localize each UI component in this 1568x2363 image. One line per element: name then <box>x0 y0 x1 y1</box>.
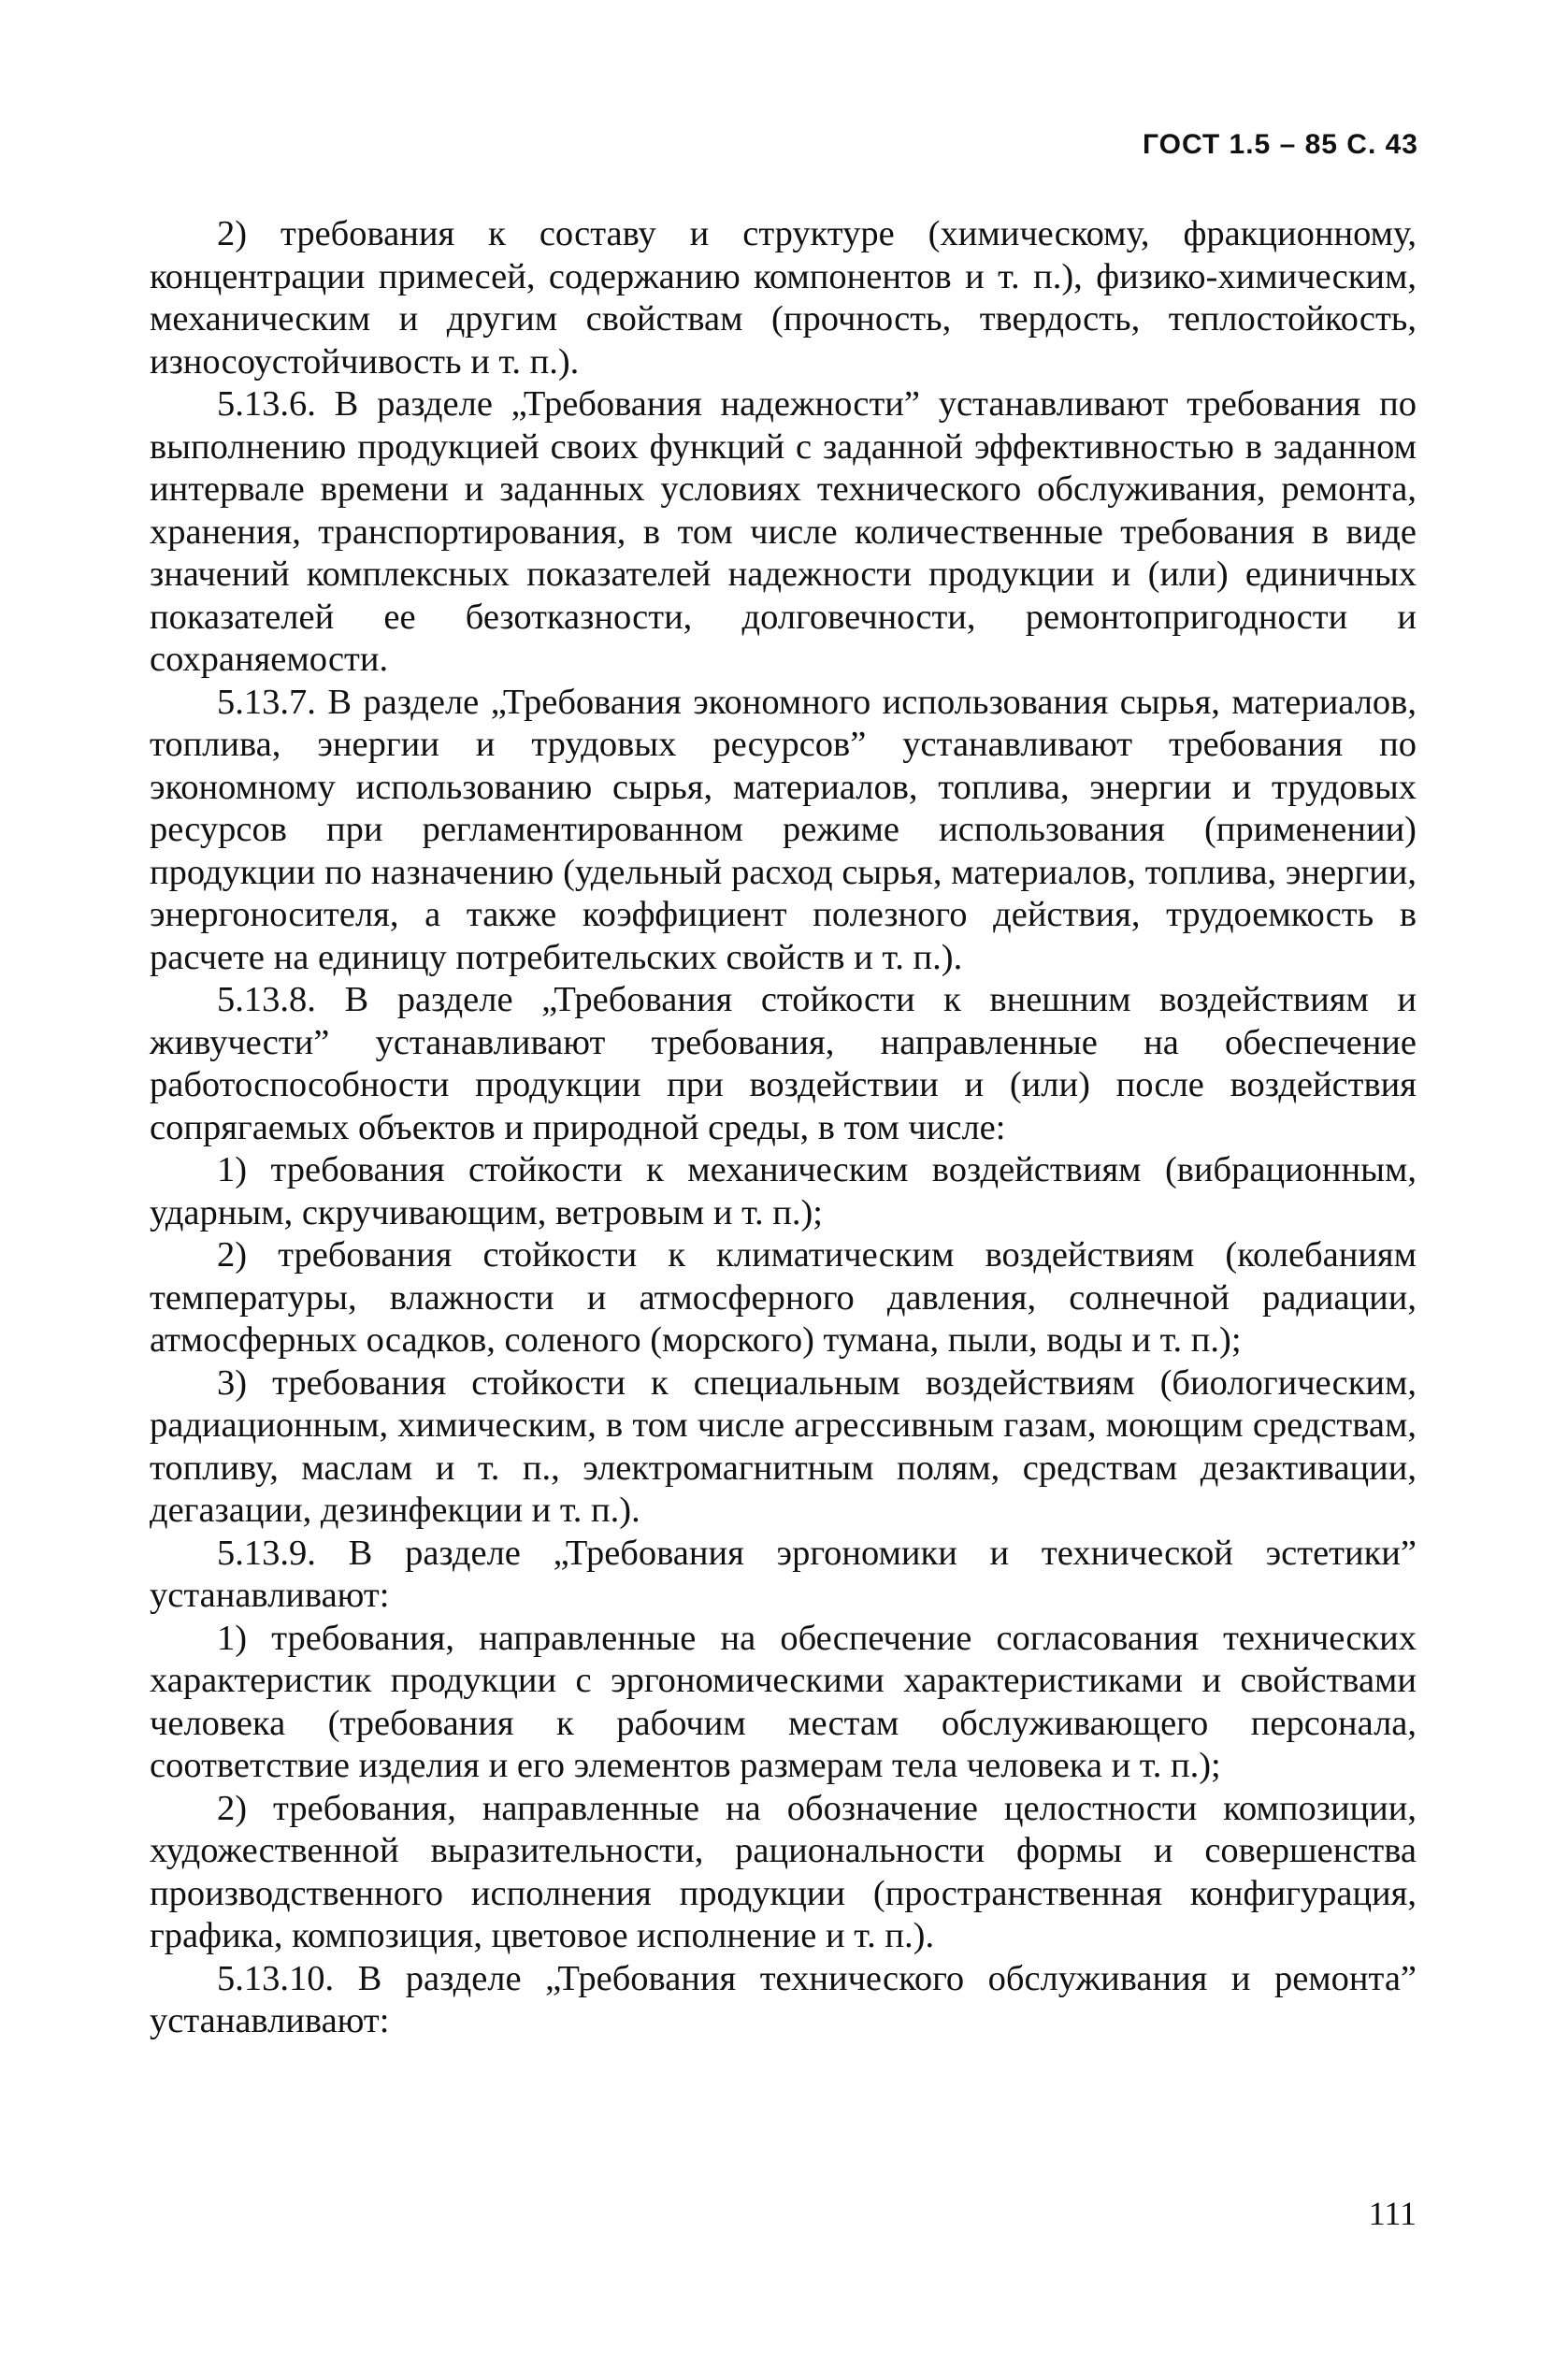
page-header: ГОСТ 1.5 – 85 С. 43 <box>1143 129 1418 160</box>
paragraph: 5.13.7. В разделе „Требования экономного использования сырья, материалов, топлива, энергии и трудовых ресурсов” устанавливают требования по экономному использованию сырья, материалов, топлива, энергии и трудовых ресурсов при регламентированном режиме использования (применении) продукции по назначению (удельный расход сырья, материалов, топлива, энергии, энергоносителя, а также коэффициент полезного действия, трудоемкость в расчете на единицу потребительских свойств и т. п.). <box>150 682 1417 977</box>
paragraph: 5.13.8. В разделе „Требования стойкости к внешним воздействиям и живучести” устанавливают требования, направленные на обеспечение работоспособности продукции при воздействии и (или) после воздействия сопрягаемых объектов и природной среды, в том числе: <box>150 980 1417 1147</box>
paragraph: 2) требования к составу и структуре (химическому, фракционному, концентрации примесей, содержанию компонентов и т. п.), физико-химическим, механическим и другим свойствам (прочность, твердость, теплостойкость, износоустойчивость и т. п.). <box>150 214 1417 382</box>
paragraph: 5.13.6. В разделе „Требования надежности” устанавливают требования по выполнению продукцией своих функций с заданной эффективностью в заданном интервале времени и заданных условиях технического обслуживания, ремонта, хранения, транспортирования, в том числе количественные требования в виде значений комплексных показателей надежности продукции и (или) единичных показателей ее безотказности, долговечности, ремонтопригодности и сохраняемости. <box>150 384 1417 679</box>
paragraph: 5.13.9. В разделе „Требования эргономики и технической эстетики” устанавливают: <box>150 1533 1417 1615</box>
paragraph: 2) требования, направленные на обозначение целостности композиции, художественной выразительности, рациональности формы и совершенства производственного исполнения продукции (пространственная конфигурация, графика, композиция, цветовое исполнение и т. п.). <box>150 1788 1417 1955</box>
paragraph: 1) требования стойкости к механическим воздействиям (вибрационным, ударным, скручивающим, ветровым и т. п.); <box>150 1150 1417 1232</box>
paragraph: 1) требования, направленные на обеспечение согласования технических характеристик продукции с эргономическими характеристиками и свойствами человека (требования к рабочим местам обслуживающего персонала, соответствие изделия и его элементов размерам тела человека и т. п.); <box>150 1618 1417 1785</box>
paragraph: 5.13.10. В разделе „Требования технического обслуживания и ремонта” устанавливают: <box>150 1958 1417 2040</box>
paragraph: 3) требования стойкости к специальным воздействиям (биологическим, радиационным, химическим, в том числе агрессивным газам, моющим средствам, топливу, маслам и т. п., электромагнитным полям, средствам дезактивации, дегазации, дезинфекции и т. п.). <box>150 1362 1417 1530</box>
paragraph: 2) требования стойкости к климатическим воздействиям (колебаниям температуры, влажности и атмосферного давления, солнечной радиации, атмосферных осадков, соленого (морского) тумана, пыли, воды и т. п.); <box>150 1235 1417 1360</box>
document-body <box>150 213 1417 2043</box>
page-number: 111 <box>1368 2195 1417 2232</box>
